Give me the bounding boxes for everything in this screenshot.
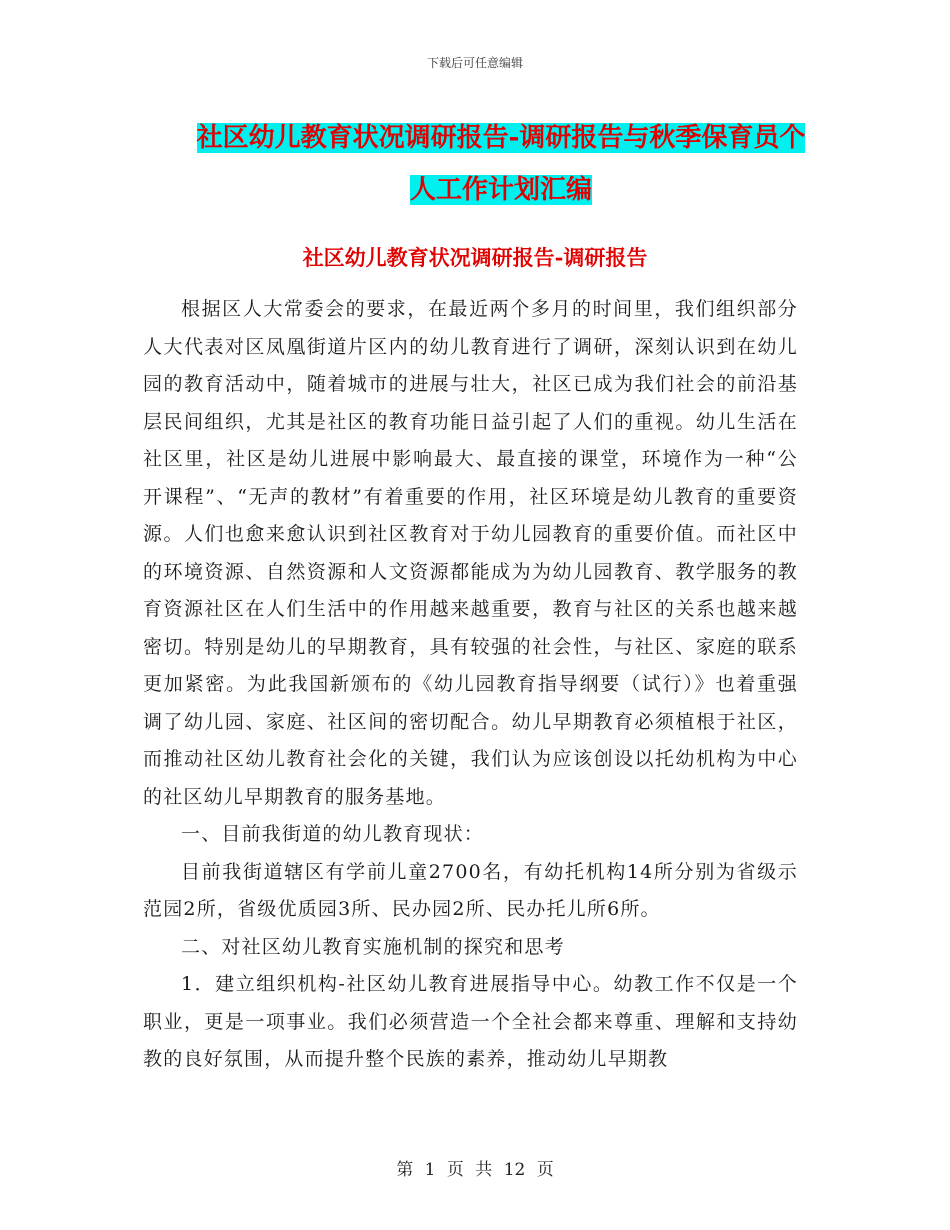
- document-title: [186, 112, 816, 216]
- paragraph: 根据区人大常委会的要求，在最近两个多月的时间里，我们组织部分人大代表对区凤凰街道片区内的幼儿教育进行了调研，深刻认识到在幼儿园的教育活动中，随着城市的进展与壮大，社区已成为我们社会的前沿基层民间组织，尤其是社区的教育功能日益引起了人们的重视。幼儿生活在社区里，社区是幼儿进展中影响最大、最直接的课堂，环境作为一种“公开课程”、“无声的教材”有着重要的作用，社区环境是幼儿教育的重要资源。人们也愈来愈认识到社区教育对于幼儿园教育的重要价值。而社区中的环境资源、自然资源和人文资源都能成为为幼儿园教育、教学服务的教育资源社区在人们生活中的作用越来越重要，教育与社区的关系也越来越密切。特别是幼儿的早期教育，具有较强的社会性，与社区、家庭的联系更加紧密。为此我国新颁布的《幼儿园教育指导纲要（试行）》也着重强调了幼儿园、家庭、社区间的密切配合。幼儿早期教育必须植根于社区，而推动社区幼儿教育社会化的关键，我们认为应该创设以托幼机构为中心的社区幼儿早期教育的服务基地。: [143, 298, 798, 808]
- paragraph: 1．建立组织机构-社区幼儿教育进展指导中心。幼教工作不仅是一个职业，更是一项事业。我们必须营造一个全社会都来尊重、理解和支持幼教的良好氛围，从而提升整个民族的素养，推动幼儿早期教: [143, 973, 798, 1070]
- document-title-line-2: 人工作计划汇编: [409, 175, 592, 205]
- paragraph: 目前我街道辖区有学前儿童2700名，有幼托机构14所分别为省级示范园2所，省级优质园3所、民办园2所、民办托儿所6所。: [143, 860, 798, 920]
- document-title-line-1: 社区幼儿教育状况调研报告-调研报告与秋季保育员个: [196, 123, 806, 153]
- document-body: [143, 291, 798, 1079]
- page-header-note: 下载后可任意编辑: [426, 56, 523, 70]
- paragraph: 一、目前我街道的幼儿教育现状：: [181, 823, 485, 845]
- paragraph: 二、对社区幼儿教育实施机制的探究和思考: [181, 935, 565, 958]
- section-title: 社区幼儿教育状况调研报告-调研报告: [302, 245, 648, 270]
- page-number-footer: 第 1 页 共 12 页: [396, 1160, 554, 1180]
